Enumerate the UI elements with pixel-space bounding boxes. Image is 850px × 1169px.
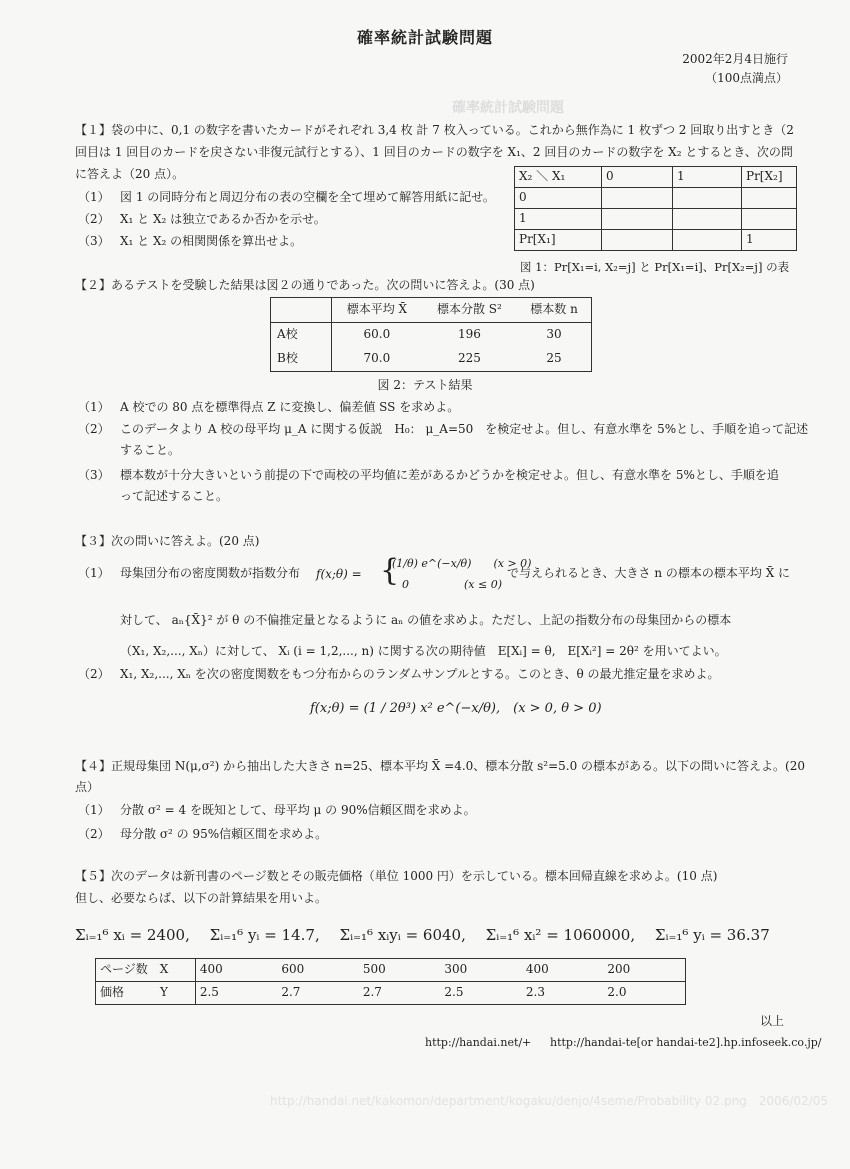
table-row: ページ数 X 400 600 500 300 400 200 xyxy=(96,959,686,982)
q2-item-3: （3） 標本数が十分大きいという前提の下で両校の平均値に差があるかどうかを検定せよ。但し、有意水準を 5%とし、手順を追 xyxy=(78,468,779,482)
q3-item-1-lead: （1） 母集団分布の密度関数が指数分布 xyxy=(78,566,301,580)
formula-exponential-lhs: f(x;θ) = xyxy=(316,567,362,581)
table-row: 価格 Y 2.5 2.7 2.7 2.5 2.3 2.0 xyxy=(96,982,686,1005)
figure1-caption: 図 1：Pr[X₁=i, X₂=j] と Pr[X₁=i]、Pr[X₂=j] の表 xyxy=(520,260,790,274)
q1-intro-line3: に答えよ（20 点）。 xyxy=(75,167,185,181)
table-row: X₂ ＼ X₁ 0 1 Pr[X₂] xyxy=(515,167,797,188)
q3-intro: 【３】次の問いに答えよ。(20 点) xyxy=(75,534,260,548)
figure1-table xyxy=(514,166,797,251)
bleed-through-footer-url: http://handai.net/kakomon/department/kogaku/denjo/4seme/Probability 02.png 2006/02/05 xyxy=(270,1094,828,1108)
q2-item-2: （2） このデータより A 校の母平均 μ_A に関する仮説 H₀： μ_A=50 を検定せよ。但し、有意水準を 5%とし、手順を追って記述 xyxy=(78,422,809,436)
figure2-caption: 図 2：テスト結果 xyxy=(377,378,473,392)
page-title: 確率統計試験問題 xyxy=(356,28,493,47)
table-row: A校 60.0 196 30 xyxy=(271,323,592,348)
url-separator: + xyxy=(522,1036,532,1049)
q1-item-2: （2） X₁ と X₂ は独立であるか否かを示せ。 xyxy=(78,212,326,226)
bleed-through-title: 確率統計試験問題 xyxy=(452,100,564,116)
exam-points: （100点満点） xyxy=(705,71,788,86)
exam-date-block xyxy=(682,50,788,88)
figure2-table xyxy=(270,297,592,372)
q4-intro-line2: 点） xyxy=(75,780,100,794)
q2-intro: 【２】あるテストを受験した結果は図２の通りであった。次の問いに答えよ。(30 点) xyxy=(75,278,535,292)
q5-intro-line2: 但し、必要ならば、以下の計算結果を用いよ。 xyxy=(75,891,328,905)
q4-intro-line1: 【４】正規母集団 N(μ,σ²) から抽出した大きさ n=25、標本平均 X̄ =4.0、標本分散 s²=5.0 の標本がある。以下の問いに答えよ。(20 xyxy=(75,759,805,773)
q3-item-2: （2） X₁, X₂,..., Xₙ を次の密度関数をもつ分布からのランダムサンプルとする。このとき、θ の最尤推定量を求めよ。 xyxy=(78,667,720,681)
q3-item-1-tail: で与えられるとき、大きさ n の標本の標本平均 X̄ に xyxy=(507,566,791,580)
q2-item-1: （1） A 校での 80 点を標準得点 Z に変換し、偏差値 SS を求めよ。 xyxy=(78,400,460,414)
table-row: 1 xyxy=(515,209,797,230)
formula-brace: { xyxy=(380,553,400,588)
table-row: Pr[X₁] 1 xyxy=(515,230,797,251)
q1-item-1: （1） 図 1 の同時分布と周辺分布の表の空欄を全て埋めて解答用紙に記せ。 xyxy=(78,190,495,204)
regression-data-table xyxy=(95,958,686,1005)
q3-item-1-line3: （X₁, X₂,..., Xₙ）に対して、 Xᵢ (i = 1,2,..., n) に関する次の期待値 E[Xᵢ] = θ, E[Xᵢ²] = 2θ² を用いてよい。 xyxy=(120,644,727,658)
summation-results: Σᵢ₌₁⁶ xᵢ = 2400, Σᵢ₌₁⁶ yᵢ = 14.7, Σᵢ₌₁⁶ xᵢyᵢ = 6040, Σᵢ₌₁⁶ xᵢ² = 1060000, Σᵢ₌₁⁶ yᵢ = 36.37 xyxy=(75,926,770,944)
q4-item-2: （2） 母分散 σ² の 95%信頼区間を求めよ。 xyxy=(78,827,328,841)
table-row: 標本平均 X̄ 標本分散 S² 標本数 n xyxy=(271,298,592,323)
formula-case-positive: (1/θ) e^(−x/θ) (x > 0) xyxy=(392,557,532,570)
q5-intro-line1: 【５】次のデータは新刊書のページ数とその販売価格（単位 1000 円）を示している。標本回帰直線を求めよ。(10 点) xyxy=(75,869,718,883)
infoseek-link[interactable]: http://handai-te[or handai-te2].hp.infoseek.co.jp/ xyxy=(550,1036,822,1049)
q3-item-1-line2: 対して、 aₙ{X̄}² が θ の不偏推定量となるように aₙ の値を求めよ。ただし、上記の指数分布の母集団からの標本 xyxy=(120,613,732,627)
q1-item-3: （3） X₁ と X₂ の相関関係を算出せよ。 xyxy=(78,234,303,248)
exam-date: 2002年2月4日施行 xyxy=(682,52,788,66)
handai-net-link[interactable]: http://handai.net/ xyxy=(425,1036,523,1049)
q1-intro-line1: 【１】袋の中に、0,1 の数字を書いたカードがそれぞれ 3,4 枚 計 7 枚入っている。これから無作為に 1 枚ずつ 2 回取り出すとき（2 xyxy=(75,123,794,137)
end-mark: 以上 xyxy=(760,1014,785,1028)
formula-case-zero: 0 (x ≤ 0) xyxy=(402,578,502,591)
table-row: 0 xyxy=(515,188,797,209)
formula-mle-density: f(x;θ) = (1 / 2θ³) x² e^(−x/θ), (x > 0, θ > 0) xyxy=(310,701,602,716)
q1-intro-line2: 回目は 1 回目のカードを戻さない非復元試行とする）、1 回目のカードの数字を X₁、2 回目のカードの数字を X₂ とするとき、次の問 xyxy=(75,145,793,159)
q4-item-1: （1） 分散 σ² = 4 を既知として、母平均 μ の 90%信頼区間を求めよ。 xyxy=(78,803,476,817)
table-row: B校 70.0 225 25 xyxy=(271,347,592,372)
q2-item-3-cont: って記述すること。 xyxy=(120,489,229,503)
q2-item-2-cont: すること。 xyxy=(120,443,181,457)
